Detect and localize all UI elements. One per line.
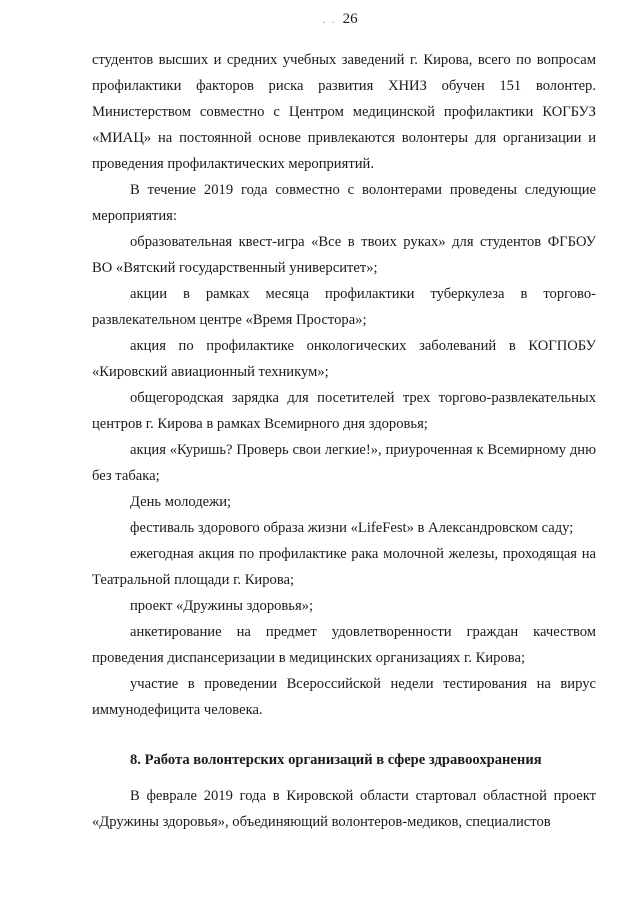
page-number-value: 26: [342, 11, 358, 27]
list-item-oncology-action: акция по профилактике онкологических заболеваний в КОГПОБУ «Кировский авиационный техникум»;: [92, 338, 596, 380]
list-item-health-squads: проект «Дружины здоровья»;: [130, 598, 314, 614]
list-item-breast-cancer-action: ежегодная акция по профилактике рака молочной железы, проходящая на Театральной площади г. Кирова;: [92, 546, 596, 588]
list-item-city-exercise: общегородская зарядка для посетителей трех торгово-развлекательных центров г. Кирова в рамках Всемирного дня здоровья;: [92, 390, 596, 432]
paragraph-events-intro: В течение 2019 года совместно с волонтерами проведены следующие мероприятия:: [92, 182, 596, 224]
list-item-youth-day: День молодежи;: [130, 494, 232, 510]
list-item-smoking-action: акция «Куришь? Проверь свои легкие!», приуроченная к Всемирному дню без табака;: [92, 442, 596, 484]
paragraph-volunteers-intro: студентов высших и средних учебных заведений г. Кирова, всего по вопросам профилактики факторов риска развития ХНИЗ обучен 151 волонтер. Министерством совместно с Центром медицинской профилактики КОГБУЗ «МИАЦ» на постоянной основе привлекаются волонтеры для организации и проведения профилактических мероприятий.: [92, 52, 596, 172]
list-item-quest-game: образовательная квест-игра «Все в твоих руках» для студентов ФГБОУ ВО «Вятский государственный университет»;: [92, 234, 596, 276]
list-item-tuberculosis-actions: акции в рамках месяца профилактики туберкулеза в торгово-развлекательном центре «Время Простора»;: [92, 286, 596, 328]
document-body: [92, 47, 596, 835]
page-number: [0, 11, 640, 28]
list-item-survey: анкетирование на предмет удовлетворенности граждан качеством проведения диспансеризации в медицинских организациях г. Кирова;: [92, 624, 596, 666]
paragraph-health-squads-project: В феврале 2019 года в Кировской области стартовал областной проект «Дружины здоровья», объединяющий волонтеров-медиков, специалистов: [92, 788, 596, 830]
list-item-hiv-testing: участие в проведении Всероссийской недели тестирования на вирус иммунодефицита человека.: [92, 676, 596, 718]
list-item-lifefest: фестиваль здорового образа жизни «LifeFest» в Александровском саду;: [130, 520, 574, 536]
scan-marks: . .: [322, 14, 337, 26]
section-heading: 8. Работа волонтерских организаций в сфере здравоохранения: [130, 752, 542, 768]
